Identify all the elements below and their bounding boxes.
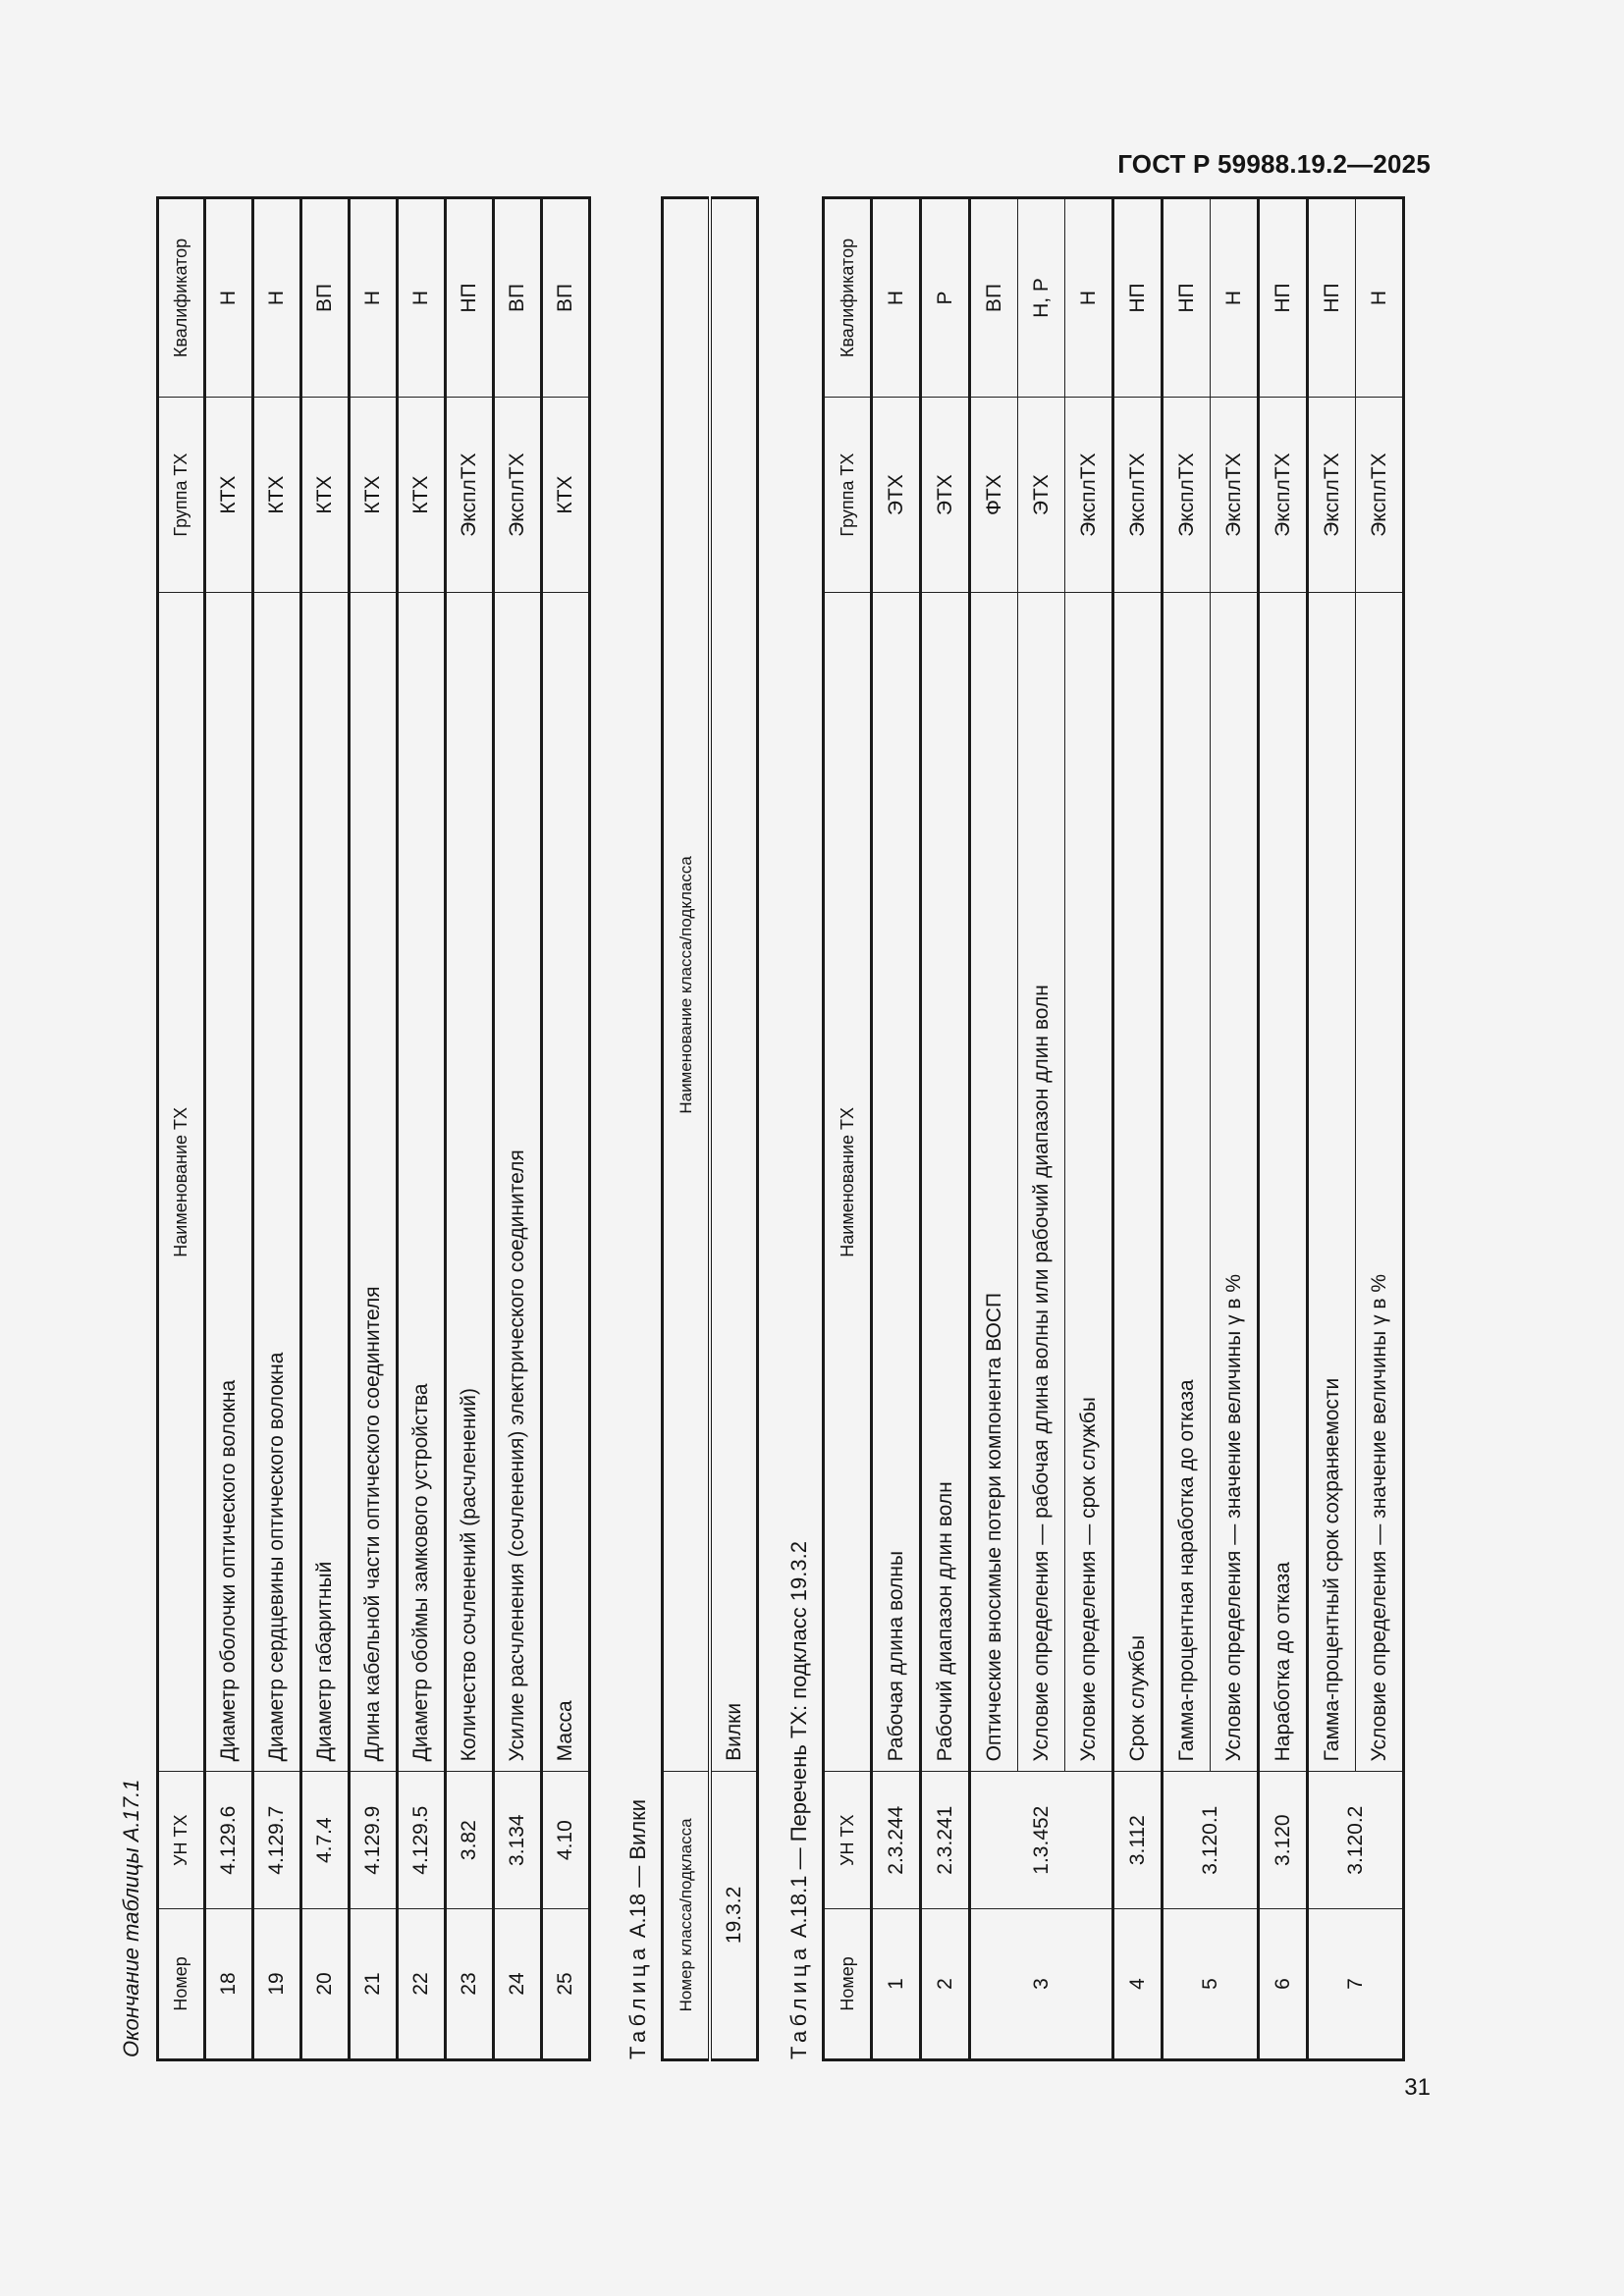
table-header-row — [158, 198, 205, 2060]
table-row — [205, 198, 253, 2060]
column-header-code: УН ТХ — [824, 1772, 872, 1909]
row-group: ЭксплТХ — [1113, 398, 1163, 593]
row-qualifier: ВП — [970, 198, 1018, 398]
row-name: Диаметр обоймы замкового устройства — [398, 593, 446, 1772]
table-row — [970, 198, 1018, 2060]
page-number: 31 — [1404, 2074, 1431, 2101]
row-name: Диаметр габаритный — [301, 593, 350, 1772]
row-name: Рабочая длина волны — [872, 593, 921, 1772]
subrow-qualifier: Н, Р — [1018, 198, 1065, 398]
row-group: КТХ — [253, 397, 301, 592]
row-qualifier: Н — [350, 198, 398, 398]
row-number: 23 — [446, 1908, 494, 2059]
row-qualifier: Н — [205, 198, 253, 398]
table-row — [710, 198, 758, 2060]
row-group: ЭТХ — [921, 398, 970, 593]
row-code: 4.10 — [542, 1772, 590, 1909]
table-a17-1 — [156, 196, 591, 2061]
row-qualifier: Н — [872, 198, 921, 398]
table-row — [542, 198, 590, 2060]
row-qualifier: НП — [1163, 198, 1211, 398]
column-header-class-name: Наименование класса/подкласса — [663, 198, 711, 1772]
subrow-group: ЭксплТХ — [1211, 398, 1259, 593]
row-code: 3.112 — [1113, 1772, 1163, 1909]
row-number: 1 — [872, 1908, 921, 2059]
table-row — [872, 198, 921, 2060]
row-name: Наработка до отказа — [1259, 593, 1308, 1772]
table-a18 — [661, 196, 759, 2061]
subrow-group: ЭТХ — [1018, 398, 1065, 593]
row-code: 3.120.2 — [1308, 1772, 1404, 1909]
row-group: КТХ — [542, 397, 590, 592]
row-code: 4.129.9 — [350, 1772, 398, 1909]
row-number: 4 — [1113, 1908, 1163, 2059]
row-qualifier: ВП — [542, 198, 590, 398]
row-name: Срок службы — [1113, 593, 1163, 1772]
row-code: 3.134 — [494, 1772, 542, 1909]
row-number: 22 — [398, 1908, 446, 2059]
column-header-name: Наименование ТХ — [158, 593, 205, 1772]
column-header-class-number: Номер класса/подкласса — [663, 1771, 711, 2059]
table-row — [1308, 198, 1356, 2060]
row-code: 4.129.5 — [398, 1772, 446, 1909]
column-header-group: Группа ТХ — [158, 397, 205, 592]
row-number: 20 — [301, 1908, 350, 2059]
subrow-name: Условие определения — значение величины γ в % — [1356, 593, 1404, 1772]
row-name: Масса — [542, 593, 590, 1772]
table-a18-1-caption — [776, 196, 822, 2061]
row-number: 7 — [1308, 1908, 1404, 2059]
table-row — [398, 198, 446, 2060]
row-group: КТХ — [301, 397, 350, 592]
table-a17-1-continuation-caption: Окончание таблицы А.17.1 — [119, 1779, 143, 2057]
row-name: Диаметр сердцевины оптического волокна — [253, 593, 301, 1772]
table-row — [494, 198, 542, 2060]
subrow-qualifier: Н — [1065, 198, 1113, 398]
row-number: 2 — [921, 1908, 970, 2059]
row-name: Длина кабельной части оптического соединителя — [350, 593, 398, 1772]
row-code: 1.3.452 — [970, 1772, 1113, 1909]
table-a18-caption-text: А.18 — Вилки — [625, 1798, 650, 1945]
subrow-name: Условие определения — рабочая длина волны или рабочий диапазон длин волн — [1018, 593, 1065, 1772]
table-row — [446, 198, 494, 2060]
table-row — [1163, 198, 1211, 2060]
standard-header: ГОСТ Р 59988.19.2—2025 — [1117, 149, 1431, 179]
row-qualifier: ВП — [494, 198, 542, 398]
row-group: ЭксплТХ — [494, 397, 542, 592]
column-header-number: Номер — [158, 1908, 205, 2059]
column-header-group: Группа ТХ — [824, 398, 872, 593]
column-header-qualifier: Квалификатор — [824, 198, 872, 398]
table-a18-1-caption-text: А.18.1 — Перечень ТХ: подкласс 19.3.2 — [786, 1541, 811, 1945]
subrow-name: Условие определения — срок службы — [1065, 593, 1113, 1772]
row-name: Количество сочленений (расчленений) — [446, 593, 494, 1772]
row-code: 4.7.4 — [301, 1772, 350, 1909]
row-number: 6 — [1259, 1908, 1308, 2059]
row-number: 18 — [205, 1908, 253, 2059]
row-number: 19 — [253, 1908, 301, 2059]
row-code: 3.82 — [446, 1772, 494, 1909]
row-number: 3 — [970, 1908, 1113, 2059]
row-number: 21 — [350, 1908, 398, 2059]
row-qualifier: Н — [398, 198, 446, 398]
table-row — [1259, 198, 1308, 2060]
row-qualifier: НП — [446, 198, 494, 398]
class-number: 19.3.2 — [710, 1771, 758, 2059]
table-a18-caption — [615, 196, 661, 2061]
row-qualifier: НП — [1308, 198, 1356, 398]
subrow-qualifier: Н — [1211, 198, 1259, 398]
row-qualifier: ВП — [301, 198, 350, 398]
row-qualifier: Р — [921, 198, 970, 398]
subrow-group: ЭксплТХ — [1065, 398, 1113, 593]
column-header-number: Номер — [824, 1908, 872, 2059]
row-code: 3.120.1 — [1163, 1772, 1259, 1909]
rotated-page-content — [106, 196, 1412, 2061]
table-header-row — [663, 198, 711, 2060]
column-header-qualifier: Квалификатор — [158, 198, 205, 398]
row-code: 3.120 — [1259, 1772, 1308, 1909]
table-row — [350, 198, 398, 2060]
table-row — [1113, 198, 1163, 2060]
row-number: 24 — [494, 1908, 542, 2059]
row-group: ЭксплТХ — [1259, 398, 1308, 593]
row-code: 2.3.244 — [872, 1772, 921, 1909]
subrow-qualifier: Н — [1356, 198, 1404, 398]
column-header-code: УН ТХ — [158, 1772, 205, 1909]
row-group: ФТХ — [970, 398, 1018, 593]
row-name: Рабочий диапазон длин волн — [921, 593, 970, 1772]
row-number: 5 — [1163, 1908, 1259, 2059]
class-name: Вилки — [710, 198, 758, 1772]
row-name: Гамма-процентная наработка до отказа — [1163, 593, 1211, 1772]
table-a18-1-caption-prefix: Таблица — [786, 1944, 811, 2059]
row-group: ЭксплТХ — [446, 397, 494, 592]
row-number: 25 — [542, 1908, 590, 2059]
row-qualifier: НП — [1259, 198, 1308, 398]
column-header-name: Наименование ТХ — [824, 593, 872, 1772]
table-a18-1 — [822, 196, 1405, 2061]
subrow-group: ЭксплТХ — [1356, 398, 1404, 593]
subrow-name: Условие определения — значение величины γ в % — [1211, 593, 1259, 1772]
row-code: 2.3.241 — [921, 1772, 970, 1909]
table-a18-caption-prefix: Таблица — [625, 1944, 650, 2059]
row-name: Усилие расчленения (сочленения) электрического соединителя — [494, 593, 542, 1772]
row-name: Гамма-процентный срок сохраняемости — [1308, 593, 1356, 1772]
row-qualifier: Н — [253, 198, 301, 398]
row-group: ЭксплТХ — [1163, 398, 1211, 593]
table-row — [253, 198, 301, 2060]
table-row — [301, 198, 350, 2060]
table-header-row — [824, 198, 872, 2060]
row-group: КТХ — [205, 397, 253, 592]
row-name: Оптические вносимые потери компонента ВОСП — [970, 593, 1018, 1772]
row-group: ЭксплТХ — [1308, 398, 1356, 593]
row-name: Диаметр оболочки оптического волокна — [205, 593, 253, 1772]
table-row — [921, 198, 970, 2060]
row-group: КТХ — [350, 397, 398, 592]
row-qualifier: НП — [1113, 198, 1163, 398]
row-code: 4.129.6 — [205, 1772, 253, 1909]
row-group: КТХ — [398, 397, 446, 592]
row-code: 4.129.7 — [253, 1772, 301, 1909]
row-group: ЭТХ — [872, 398, 921, 593]
